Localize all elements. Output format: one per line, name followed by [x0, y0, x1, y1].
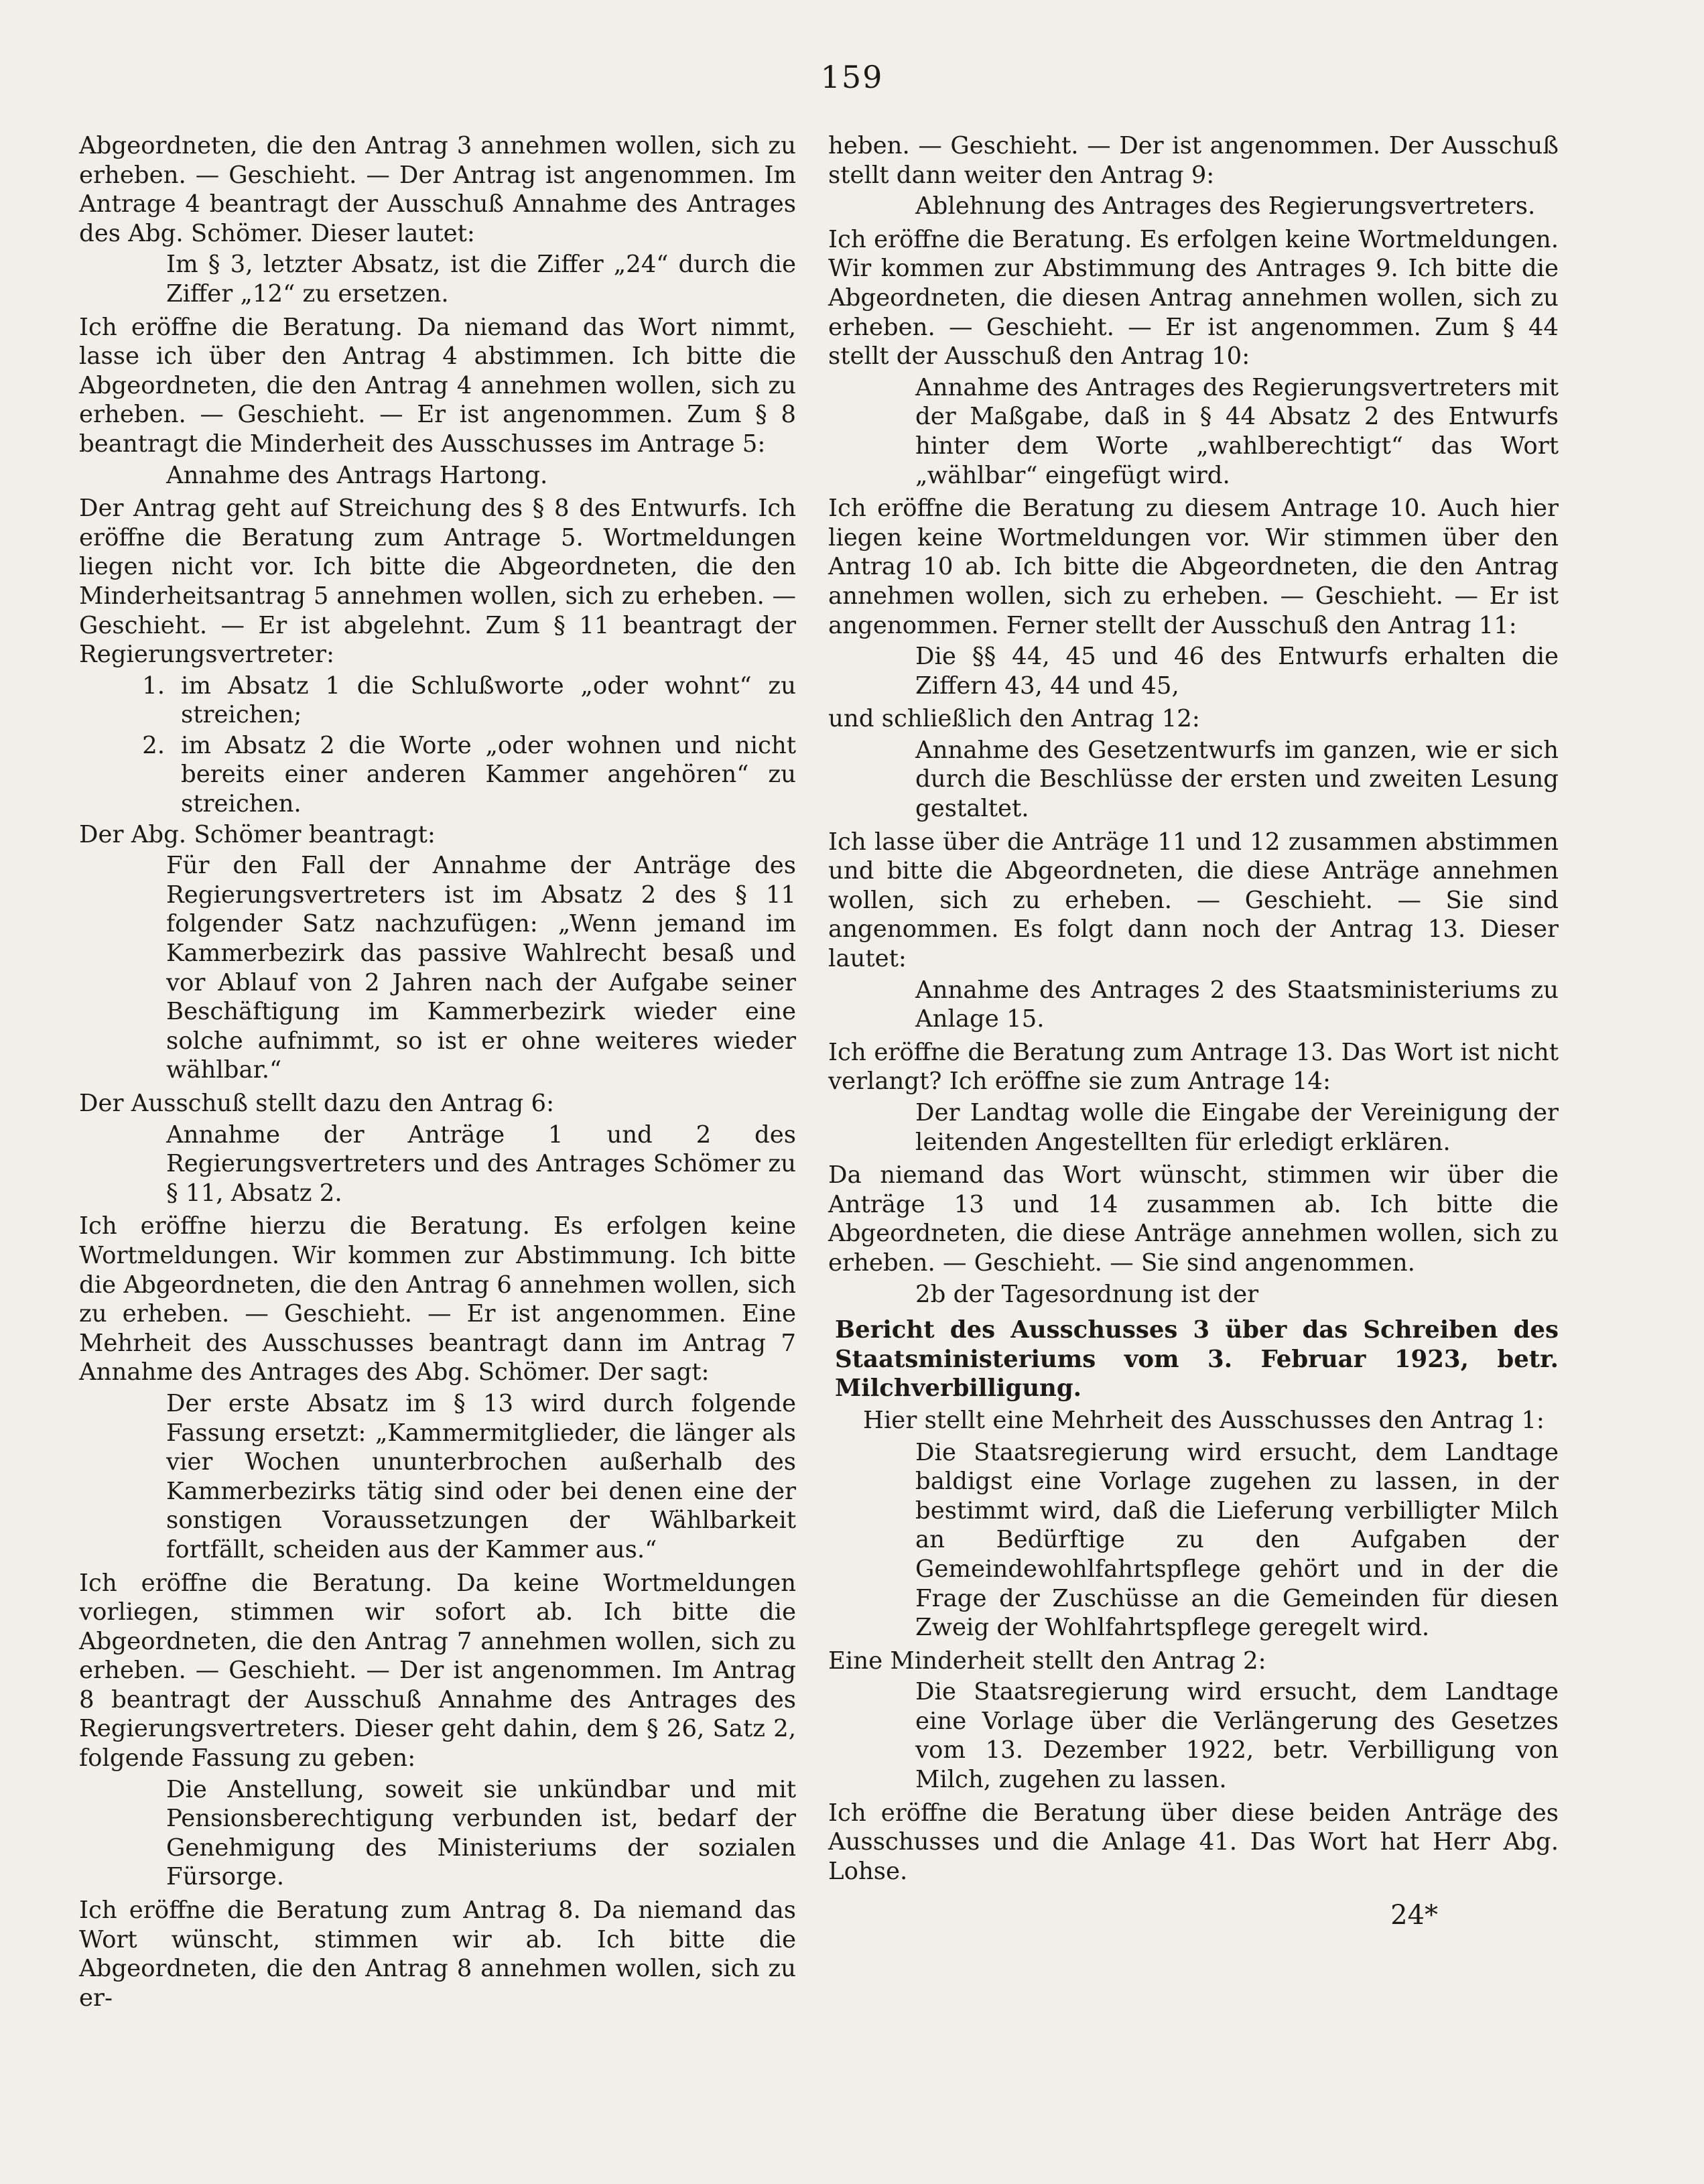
- paragraph: und schließlich den Antrag 12:: [828, 705, 1200, 733]
- list-item-number: 1.: [142, 671, 165, 700]
- list-item-number: 2.: [142, 731, 165, 759]
- indented-quote: Im § 3, letzter Absatz, ist die Ziffer „24“ durch die Ziffer „12“ zu ersetzen.: [166, 251, 796, 308]
- paragraph: Eine Minderheit stellt den Antrag 2:: [828, 1647, 1266, 1675]
- paragraph: Ich eröffne die Beratung. Da keine Wortmeldungen vorliegen, stimmen wir sofort ab. Ich bitte die Abgeordneten, die den Antrag 7 annehmen wollen, sich zu erheben. — Geschieht. — Der ist angenommen. Im Antrag 8 beantragt der Ausschuß Annahme des Antrages des Regierungsvertreters. Dieser geht dahin, dem § 26, Satz 2, folgende Fassung zu geben:: [79, 1569, 796, 1773]
- paragraph: Der Antrag geht auf Streichung des § 8 des Entwurfs. Ich eröffne die Beratung zum Antrage 5. Wortmeldungen liegen nicht vor. Ich bitte die Abgeordneten, die den Minderheitsantrag 5 annehmen wollen, sich zu erheben. — Geschieht. — Er ist abgelehnt. Zum § 11 beantragt der Regierungsvertreter:: [79, 495, 796, 669]
- list-item: [79, 731, 796, 819]
- paragraph: Abgeordneten, die den Antrag 3 annehmen wollen, sich zu erheben. — Geschieht. — Der Antrag ist angenommen. Im Antrage 4 beantragt der Ausschuß Annahme des Antrages des Abg. Schömer. Dieser lautet:: [79, 132, 796, 247]
- indented-quote: Ablehnung des Antrages des Regierungsvertreters.: [915, 192, 1536, 220]
- list-item: [79, 671, 796, 730]
- paragraph: Ich eröffne hierzu die Beratung. Es erfolgen keine Wortmeldungen. Wir kommen zur Abstimmung. Ich bitte die Abgeordneten, die den Antrag 6 annehmen wollen, sich zu erheben. — Geschieht. — Er ist angenommen. Eine Mehrheit des Ausschusses beantragt dann im Antrag 7 Annahme des Antrages des Abg. Schömer. Der sagt:: [79, 1212, 796, 1387]
- indented-quote: Die §§ 44, 45 und 46 des Entwurfs erhalten die Ziffern 43, 44 und 45,: [915, 643, 1559, 700]
- indented-quote: Annahme des Antrags Hartong.: [166, 461, 548, 489]
- paragraph: Ich eröffne die Beratung zum Antrage 13. Das Wort ist nicht verlangt? Ich eröffne sie zum Antrage 14:: [828, 1038, 1559, 1096]
- paragraph: Ich eröffne die Beratung zu diesem Antrage 10. Auch hier liegen keine Wortmeldungen vor. Wir stimmen über den Antrag 10 ab. Ich bitte die Abgeordneten, die den Antrag annehmen wollen, sich zu erheben. — Geschieht. — Er ist angenommen. Ferner stellt der Ausschuß den Antrag 11:: [828, 495, 1559, 639]
- paragraph: Der Ausschuß stellt dazu den Antrag 6:: [79, 1090, 555, 1117]
- section-heading: Bericht des Ausschusses 3 über das Schreiben des Staatsministeriums vom 3. Februar 1923, betr. Milchverbilligung.: [835, 1316, 1559, 1403]
- paragraph: Ich eröffne die Beratung. Da niemand das Wort nimmt, lasse ich über den Antrag 4 abstimmen. Ich bitte die Abgeordneten, die den Antrag 4 annehmen wollen, sich zu erheben. — Geschieht. — Er ist angenommen. Zum § 8 beantragt die Minderheit des Ausschusses im Antrage 5:: [79, 313, 796, 458]
- left-column: [79, 131, 796, 2014]
- right-column: [828, 131, 1559, 1888]
- signature-mark: 24*: [1390, 1900, 1438, 1931]
- paragraph: Ich eröffne die Beratung. Es erfolgen keine Wortmeldungen. Wir kommen zur Abstimmung des Antrages 9. Ich bitte die Abgeordneten, die diesen Antrag annehmen wollen, sich zu erheben. — Geschieht. — Er ist angenommen. Zum § 44 stellt der Ausschuß den Antrag 10:: [828, 225, 1559, 371]
- indented-quote: Die Anstellung, soweit sie unkündbar und mit Pensionsberechtigung verbunden ist, bedarf der Genehmigung des Ministeriums der sozialen Fürsorge.: [166, 1775, 796, 1891]
- indented-quote: Der Landtag wolle die Eingabe der Vereinigung der leitenden Angestellten für erledigt erklären.: [915, 1099, 1559, 1156]
- paragraph: Da niemand das Wort wünscht, stimmen wir über die Anträge 13 und 14 zusammen ab. Ich bitte die Abgeordneten, die diese Anträge annehmen wollen, sich zu erheben. — Geschieht. — Sie sind angenommen.: [828, 1161, 1559, 1277]
- indented-quote: Der erste Absatz im § 13 wird durch folgende Fassung ersetzt: „Kammermitglieder, die länger als vier Wochen ununterbrochen außerhalb des Kammerbezirks tätig sind oder bei denen eine der sonstigen Voraussetzungen der Wählbarkeit fortfällt, scheiden aus der Kammer aus.“: [166, 1389, 796, 1563]
- paragraph: Ich eröffne die Beratung über diese beiden Anträge des Ausschusses und die Anlage 41. Das Wort hat Herr Abg. Lohse.: [828, 1799, 1559, 1885]
- page-number: 159: [820, 59, 884, 95]
- indented-quote: Annahme des Antrages des Regierungsvertreters mit der Maßgabe, daß in § 44 Absatz 2 des Entwurfs hinter dem Worte „wahlberechtigt“ das Wort „wählbar“ eingefügt wird.: [915, 373, 1559, 489]
- paragraph: Ich eröffne die Beratung zum Antrag 8. Da niemand das Wort wünscht, stimmen wir ab. Ich bitte die Abgeordneten, die den Antrag 8 annehmen wollen, sich zu er-: [79, 1897, 796, 2012]
- indented-quote: Die Staatsregierung wird ersucht, dem Landtage baldigst eine Vorlage zugehen zu lassen, in der bestimmt wird, daß die Lieferung verbilligter Milch an Bedürftige zu den Aufgaben der Gemeindewohlfahrtspflege gehört und in der die Frage der Zuschüsse an die Gemeinden für diesen Zweig der Wohlfahrtspflege geregelt wird.: [915, 1438, 1559, 1642]
- indented-quote: 2b der Tagesordnung ist der: [915, 1280, 1259, 1308]
- indented-quote: Für den Fall der Annahme der Anträge des Regierungsvertreters ist im Absatz 2 des § 11 folgender Satz nachzufügen: „Wenn jemand im Kammerbezirk das passive Wahlrecht besaß und vor Ablauf von 2 Jahren nach der Aufgabe seiner Beschäftigung im Kammerbezirk wieder eine solche aufnimmt, so ist er ohne weiteres wieder wählbar.“: [166, 852, 796, 1084]
- paragraph: heben. — Geschieht. — Der ist angenommen. Der Ausschuß stellt dann weiter den Antrag 9:: [828, 132, 1559, 189]
- indented-quote: Die Staatsregierung wird ersucht, dem Landtage eine Vorlage über die Verlängerung des Gesetzes vom 13. Dezember 1922, betr. Verbilligung von Milch, zugehen zu lassen.: [915, 1678, 1559, 1794]
- indented-quote: Annahme der Anträge 1 und 2 des Regierungsvertreters und des Antrages Schömer zu § 11, Absatz 2.: [166, 1120, 796, 1207]
- list-item-text: im Absatz 1 die Schlußworte „oder wohnt“ zu streichen;: [181, 671, 796, 729]
- indented-quote: Annahme des Gesetzentwurfs im ganzen, wie er sich durch die Beschlüsse der ersten und zweiten Lesung gestaltet.: [915, 736, 1559, 823]
- list-item-text: im Absatz 2 die Worte „oder wohnen und nicht bereits einer anderen Kammer angehören“ zu streichen.: [181, 731, 796, 818]
- indented-quote: Hier stellt eine Mehrheit des Ausschusses den Antrag 1:: [863, 1406, 1545, 1434]
- paragraph: Ich lasse über die Anträge 11 und 12 zusammen abstimmen und bitte die Abgeordneten, die diese Anträge annehmen wollen, sich zu erheben. — Geschieht. — Sie sind angenommen. Es folgt dann noch der Antrag 13. Dieser lautet:: [828, 828, 1559, 973]
- paragraph: Der Abg. Schömer beantragt:: [79, 820, 436, 848]
- indented-quote: Annahme des Antrages 2 des Staatsministeriums zu Anlage 15.: [915, 976, 1559, 1033]
